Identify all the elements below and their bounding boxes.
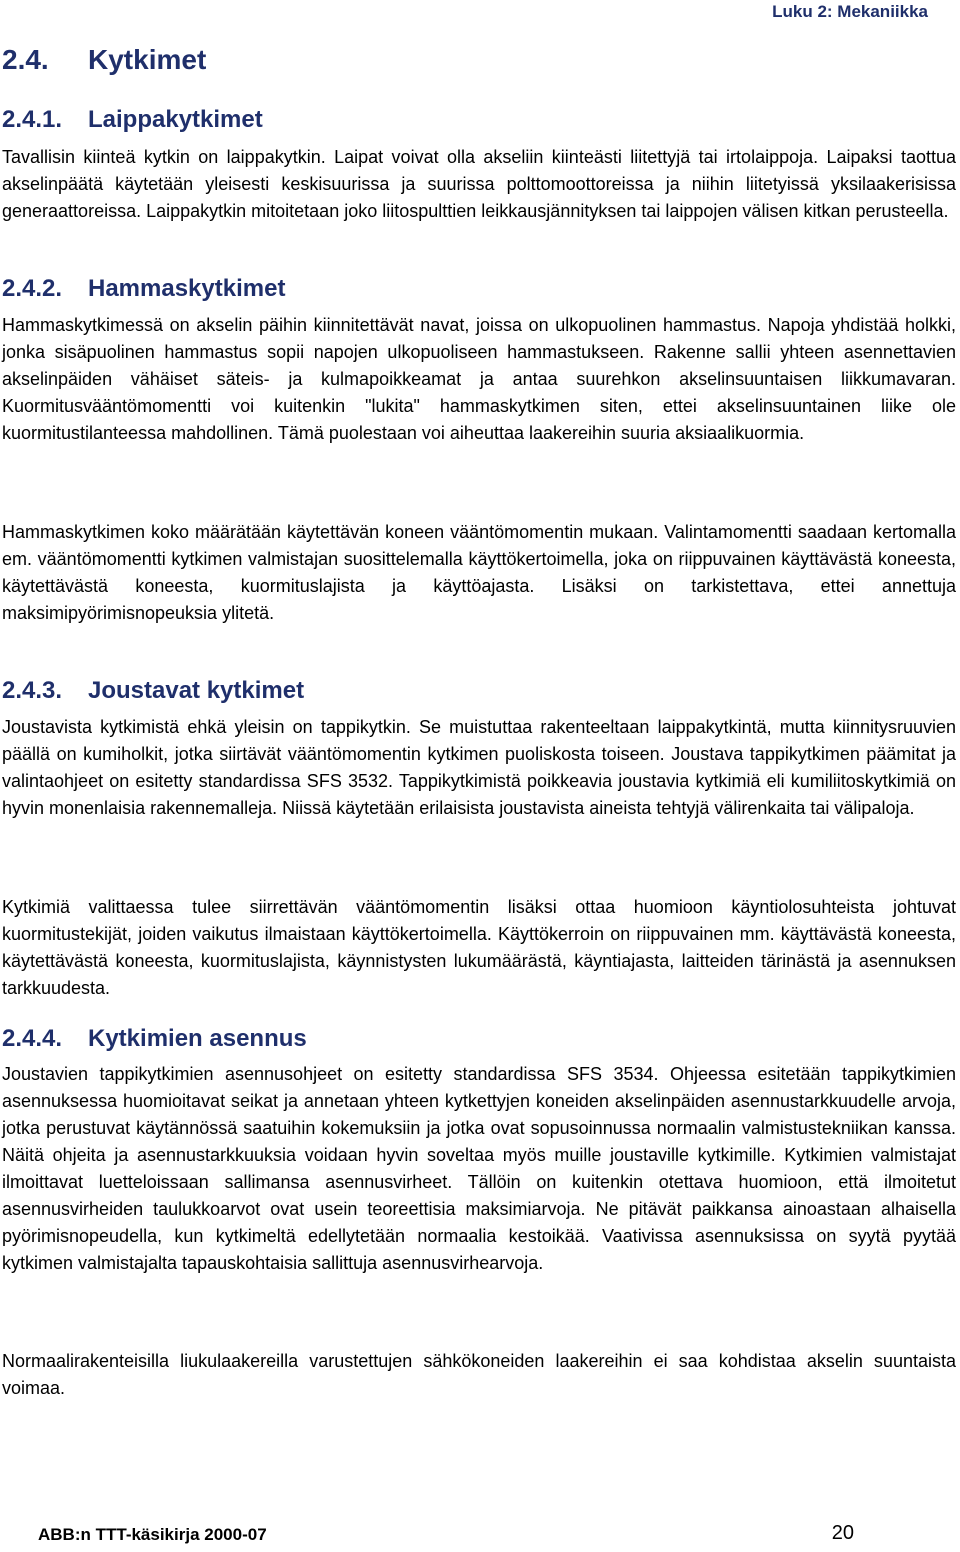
paragraph: Joustavista kytkimistä ehkä yleisin on tappikytkin. Se muistuttaa rakenteeltaan laippakytkintä, mutta kiinnitysruuvien päällä on kumiholkit, jotka siirtävät vääntömomentin kytkimen puoliskosta toiseen. Joustava tappikytkimen päämitat ja valintaohjeet on esitetty standardissa SFS 3532. Tappikytkimistä poikkeavia joustavia kytkimiä eli kumiliitoskytkimiä on hyvin monenlaisia rakennemalleja. Niissä käytetään erilaisista joustavista aineista tehtyjä välirenkaita tai välipaloja. xyxy=(2,717,956,818)
paragraph: Joustavien tappikytkimien asennusohjeet on esitetty standardissa SFS 3534. Ohjeessa esitetään tappikytkimien asennuksessa huomioitavat seikat ja annetaan yhteen kytkettyjen koneiden akselinpäiden asennustarkkuudelle arvoja, jotka perustuvat käytännössä saatuihin kokemuksiin ja jotka ovat sopusoinnussa normaalin valmistustekniikan kanssa. Näitä ohjeita ja asennustarkkuuksia voidaan hyvin soveltaa myös muille joustaville kytkimille. Kytkimien valmistajat ilmoittavat luetteloissaan sallimansa asennusvirheet. Tällöin on kuitenkin otettava huomioon, että ilmoitetut asennusvirheiden taulukkoarvot ovat usein teoreettisia maksimiarvoja. Ne pitävät paikkansa ainoastaan alhaisella pyörimisnopeudella, kun kytkimeltä edellytetään normaalia kestoikää. Vaativissa asennuksissa on syytä pyytää kytkimen valmistajalta tapauskohtaisia sallittuja asennusvirhearvoja. xyxy=(2,1064,956,1273)
subsection-title: Hammaskytkimet xyxy=(88,275,286,302)
paragraph: Kytkimiä valittaessa tulee siirrettävän vääntömomentin lisäksi ottaa huomioon käyntiolosuhteista johtuvat kuormitustekijät, joiden vaikutus ilmaistaan käyttökertoimella. Käyttökerroin on riippuvainen mm. käyttävästä koneesta, käytettävästä koneesta, kuormituslajista, käynnistysten lukumäärästä, käyntiajasta, laitteiden tärinästä ja asennuksen tarkkuudesta. xyxy=(2,897,956,998)
running-header: Luku 2: Mekaniikka xyxy=(772,2,928,21)
section-title: Kytkimet xyxy=(88,44,207,75)
subsection-number: 2.4.3. xyxy=(2,677,63,704)
paragraph: Tavallisin kiinteä kytkin on laippakytkin. Laipat voivat olla akseliin kiinteästi liitettyjä tai irtolaippoja. Laipaksi taottua akselinpäätä käytetään yleisesti keskisuurissa ja suurissa polttomoottoreissa ja niihin liitetyissä yksilaakerisissa generaattoreissa. Laippakytkin mitoitetaan joko liitospulttien leikkausjännityksen tai laippojen välisen kitkan perusteella. xyxy=(2,147,956,221)
subsection-title: Kytkimien asennus xyxy=(88,1025,307,1052)
subsection-heading-kytkimien-asennus xyxy=(2,1025,307,1053)
subsection-number: 2.4.1. xyxy=(2,106,63,133)
section-number: 2.4. xyxy=(2,44,49,75)
section-heading xyxy=(2,44,206,76)
subsection-title: Laippakytkimet xyxy=(88,106,263,133)
subsection-number: 2.4.4. xyxy=(2,1025,63,1052)
paragraph: Normaalirakenteisilla liukulaakereilla varustettujen sähkökoneiden laakereihin ei saa kohdistaa akselin suuntaista voimaa. xyxy=(2,1351,956,1398)
page-number: 20 xyxy=(831,1522,854,1544)
footer-publication: ABB:n TTT-käsikirja 2000-07 xyxy=(38,1525,267,1544)
paragraph: Hammaskytkimessä on akselin päihin kiinnitettävät navat, joissa on ulkopuolinen hammastus. Napoja yhdistää holkki, jonka sisäpuolinen hammastus sopii napojen ulkopuoliseen hammastukseen. Rakenne sallii yhteen asennettavien akselinpäiden vähäiset säteis- ja kulmapoikkeamat ja antaa suurehkon akselinsuuntaisen liikkumavaran. Kuormitusvääntömomentti voi kuitenkin "lukita" hammaskytkimen siten, ettei akselinsuuntainen liike ole kuormitustilanteessa mahdollinen. Tämä puolestaan voi aiheuttaa laakereihin suuria aksiaalikuormia. xyxy=(2,315,956,443)
subsection-heading-laippakytkimet xyxy=(2,106,263,134)
subsection-heading-joustavat-kytkimet xyxy=(2,677,304,705)
paragraph: Hammaskytkimen koko määrätään käytettävän koneen vääntömomentin mukaan. Valintamomentti saadaan kertomalla em. vääntömomentti kytkimen valmistajan suosittelemalla käyttökertoimella, joka on riippuvainen käyttävästä koneesta, käytettävästä koneesta, kuormituslajista ja käyttöajasta. Lisäksi on tarkistettava, ettei annettuja maksimipyörimisnopeuksia ylitetä. xyxy=(2,522,956,623)
subsection-title: Joustavat kytkimet xyxy=(88,677,305,704)
subsection-number: 2.4.2. xyxy=(2,275,63,302)
subsection-heading-hammaskytkimet xyxy=(2,275,285,303)
